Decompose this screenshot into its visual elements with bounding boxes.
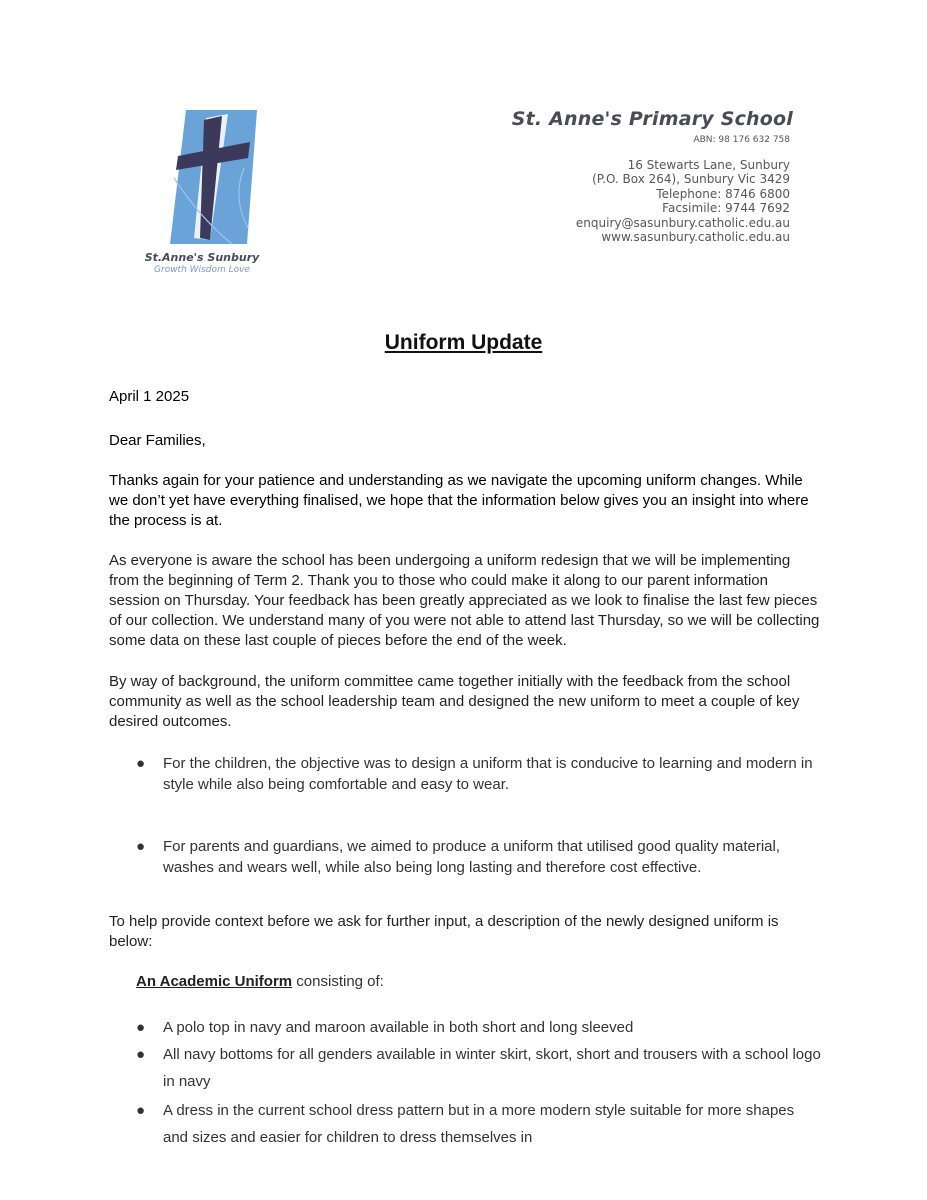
academic-item-polo: A polo top in navy and maroon available in both short and long sleeved — [163, 1019, 634, 1036]
bullet-icon: ● — [136, 755, 146, 772]
paragraph-redesign: As everyone is aware the school has been undergoing a uniform redesign that we will be implementing from the beginning of Term 2. Thank you to those who could make it along to our parent information session on Thursday. Your feedback has been greatly appreciated as we look to finalise the last few pieces of our collection. We understand many of you were not able to attend last Thursday, so we will be collecting some data on these last couple of pieces before the end of the week. — [109, 552, 820, 649]
address-line-1: 16 Stewarts Lane, Sunbury — [627, 158, 790, 172]
contact-block — [576, 134, 790, 244]
email: enquiry@sasunbury.catholic.edu.au — [575, 215, 790, 230]
academic-heading-suffix: consisting of: — [292, 973, 384, 990]
bullet-icon: ● — [136, 1019, 146, 1036]
salutation: Dear Families, — [109, 432, 206, 449]
school-name: St. Anne's Primary School — [511, 108, 793, 130]
page-title: Uniform Update — [384, 331, 543, 354]
telephone: Telephone: 8746 6800 — [656, 186, 790, 201]
outcome-parents: For parents and guardians, we aimed to produce a uniform that utilised good quality material, washes and wears well, while also being long lasting and therefore cost effective. — [163, 838, 781, 876]
bullet-icon: ● — [136, 838, 146, 855]
paragraph-intro: Thanks again for your patience and understanding as we navigate the upcoming uniform changes. While we don’t yet have everything finalised, we hope that the information below gives you an insight into where the process is at. — [109, 472, 809, 529]
letter-date: April 1 2025 — [109, 388, 190, 405]
list-item — [136, 1097, 821, 1151]
bullet-icon: ● — [136, 1102, 146, 1119]
address-line-2: (P.O. Box 264), Sunbury Vic 3429 — [592, 172, 790, 187]
paragraph-background: By way of background, the uniform committee came together initially with the feedback from the school community as well as the school leadership team and designed the new uniform to meet a couple of key desired outcomes. — [109, 673, 800, 730]
academic-item-dress: A dress in the current school dress pattern but in a more modern style suitable for more shapes and sizes and easier for children to dress themselves in — [163, 1102, 795, 1146]
list-item — [136, 1041, 821, 1095]
outcome-children: For the children, the objective was to design a uniform that is conducive to learning and modern in style while also being comfortable and easy to wear. — [163, 755, 813, 793]
bullet-icon: ● — [136, 1046, 146, 1063]
abn: ABN: 98 176 632 758 — [693, 135, 790, 145]
academic-heading-line — [136, 972, 384, 992]
list-item — [136, 836, 821, 878]
logo-name: St.Anne's Sunbury — [144, 251, 260, 264]
paragraph-context: To help provide context before we ask for further input, a description of the newly designed uniform is below: — [109, 913, 779, 950]
logo-motto: Growth Wisdom Love — [154, 265, 250, 275]
website: www.sasunbury.catholic.edu.au — [601, 230, 790, 245]
list-item — [136, 753, 821, 795]
academic-item-bottoms: All navy bottoms for all genders available in winter skirt, skort, short and trousers with a school logo in navy — [163, 1046, 821, 1090]
list-item — [136, 1014, 821, 1041]
facsimile: Facsimile: 9744 7692 — [662, 201, 790, 216]
academic-uniform-heading: An Academic Uniform — [136, 973, 293, 990]
